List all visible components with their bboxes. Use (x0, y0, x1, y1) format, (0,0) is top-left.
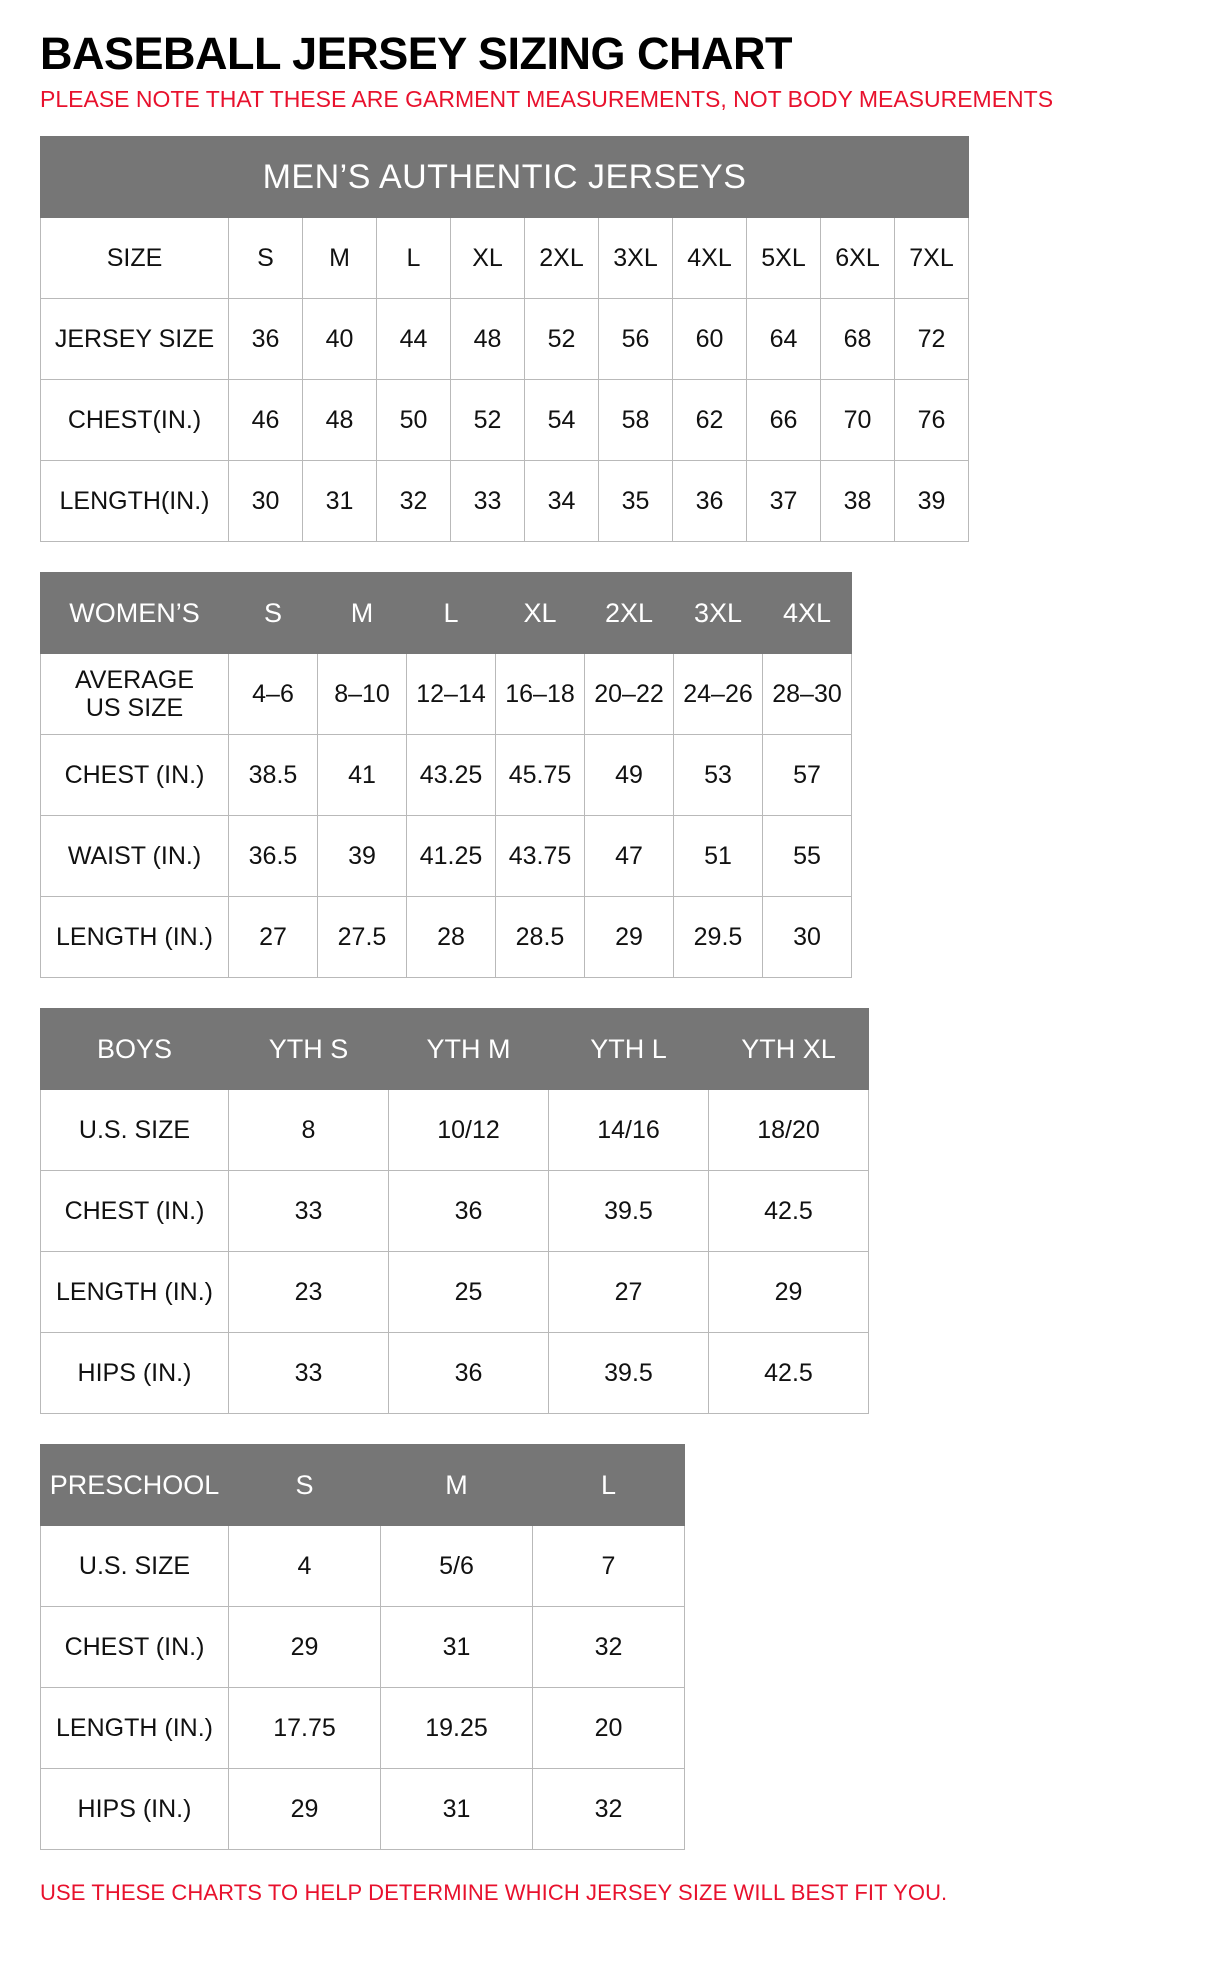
cell: 47 (585, 816, 674, 897)
cell: 44 (377, 299, 451, 380)
cell: 64 (747, 299, 821, 380)
col-size-yth-l: YTH L (549, 1009, 709, 1090)
cell: 32 (377, 461, 451, 542)
row-label-us-size: U.S. SIZE (41, 1090, 229, 1171)
cell: 38.5 (229, 735, 318, 816)
cell: 43.75 (496, 816, 585, 897)
cell: 40 (303, 299, 377, 380)
col-size-7xl: 7XL (895, 218, 969, 299)
row-label-line1: AVERAGE (74, 665, 195, 694)
womens-label: WOMEN’S (41, 573, 229, 654)
col-size-xl: XL (496, 573, 585, 654)
cell: 36 (673, 461, 747, 542)
cell: 4–6 (229, 654, 318, 735)
cell: 10/12 (389, 1090, 549, 1171)
col-size-6xl: 6XL (821, 218, 895, 299)
cell: 52 (451, 380, 525, 461)
cell: 76 (895, 380, 969, 461)
col-size-l: L (533, 1445, 685, 1526)
col-size-xl: XL (451, 218, 525, 299)
row-label-chest: CHEST (IN.) (41, 1607, 229, 1688)
cell: 25 (389, 1252, 549, 1333)
cell: 38 (821, 461, 895, 542)
cell: 32 (533, 1607, 685, 1688)
cell: 36 (389, 1171, 549, 1252)
cell: 31 (381, 1607, 533, 1688)
table-row (41, 1769, 685, 1850)
col-size-yth-s: YTH S (229, 1009, 389, 1090)
cell: 32 (533, 1769, 685, 1850)
row-label-length: LENGTH (IN.) (41, 897, 229, 978)
cell: 27.5 (318, 897, 407, 978)
cell: 24–26 (674, 654, 763, 735)
cell: 33 (451, 461, 525, 542)
cell: 39 (895, 461, 969, 542)
cell: 31 (381, 1769, 533, 1850)
cell: 62 (673, 380, 747, 461)
row-label-line2: US SIZE (85, 694, 184, 723)
table-row-header (41, 1445, 685, 1526)
table-row (41, 1526, 685, 1607)
cell: 28 (407, 897, 496, 978)
cell: 46 (229, 380, 303, 461)
footer-note: USE THESE CHARTS TO HELP DETERMINE WHICH JERSEY SIZE WILL BEST FIT YOU. (40, 1880, 948, 1906)
row-label-length: LENGTH (IN.) (41, 1252, 229, 1333)
cell: 29 (585, 897, 674, 978)
row-label-waist: WAIST (IN.) (41, 816, 229, 897)
table-row-header (41, 573, 852, 654)
row-label-hips: HIPS (IN.) (41, 1769, 229, 1850)
cell: 52 (525, 299, 599, 380)
cell: 48 (303, 380, 377, 461)
table-row (41, 816, 852, 897)
cell: 20–22 (585, 654, 674, 735)
cell: 29 (709, 1252, 869, 1333)
cell: 28.5 (496, 897, 585, 978)
table-row (41, 1171, 869, 1252)
cell: 5/6 (381, 1526, 533, 1607)
cell: 27 (229, 897, 318, 978)
cell: 4 (229, 1526, 381, 1607)
col-size-s: S (229, 573, 318, 654)
cell: 42.5 (709, 1333, 869, 1414)
col-size-5xl: 5XL (747, 218, 821, 299)
cell: 18/20 (709, 1090, 869, 1171)
col-size-s: S (229, 218, 303, 299)
cell: 36 (389, 1333, 549, 1414)
col-size-3xl: 3XL (674, 573, 763, 654)
cell: 34 (525, 461, 599, 542)
row-label-size: SIZE (41, 218, 229, 299)
table-row (41, 735, 852, 816)
womens-sizing-table (40, 572, 852, 978)
cell: 20 (533, 1688, 685, 1769)
cell: 16–18 (496, 654, 585, 735)
cell: 29.5 (674, 897, 763, 978)
col-size-m: M (381, 1445, 533, 1526)
cell: 42.5 (709, 1171, 869, 1252)
cell: 31 (303, 461, 377, 542)
cell: 37 (747, 461, 821, 542)
cell: 17.75 (229, 1688, 381, 1769)
row-label-chest: CHEST (IN.) (41, 1171, 229, 1252)
cell: 30 (763, 897, 852, 978)
cell: 45.75 (496, 735, 585, 816)
row-label-length: LENGTH (IN.) (41, 1688, 229, 1769)
cell: 33 (229, 1333, 389, 1414)
col-size-yth-xl: YTH XL (709, 1009, 869, 1090)
col-size-m: M (318, 573, 407, 654)
measurement-note: PLEASE NOTE THAT THESE ARE GARMENT MEASUREMENTS, NOT BODY MEASUREMENTS (40, 85, 1054, 112)
row-label-jersey-size: JERSEY SIZE (41, 299, 229, 380)
cell: 58 (599, 380, 673, 461)
cell: 50 (377, 380, 451, 461)
cell: 56 (599, 299, 673, 380)
cell: 41 (318, 735, 407, 816)
cell: 19.25 (381, 1688, 533, 1769)
cell: 48 (451, 299, 525, 380)
cell: 7 (533, 1526, 685, 1607)
table-row (41, 461, 969, 542)
cell: 29 (229, 1769, 381, 1850)
row-label-hips: HIPS (IN.) (41, 1333, 229, 1414)
row-label-chest: CHEST(IN.) (41, 380, 229, 461)
cell: 36.5 (229, 816, 318, 897)
cell: 12–14 (407, 654, 496, 735)
cell: 29 (229, 1607, 381, 1688)
cell: 51 (674, 816, 763, 897)
cell: 41.25 (407, 816, 496, 897)
cell: 72 (895, 299, 969, 380)
table-row-header (41, 218, 969, 299)
row-label-average-us-size (41, 654, 229, 735)
cell: 39.5 (549, 1171, 709, 1252)
table-row (41, 1688, 685, 1769)
cell: 27 (549, 1252, 709, 1333)
cell: 43.25 (407, 735, 496, 816)
preschool-label: PRESCHOOL (41, 1445, 229, 1526)
cell: 8 (229, 1090, 389, 1171)
table-row (41, 1607, 685, 1688)
col-size-2xl: 2XL (585, 573, 674, 654)
cell: 14/16 (549, 1090, 709, 1171)
row-label-us-size: U.S. SIZE (41, 1526, 229, 1607)
cell: 54 (525, 380, 599, 461)
page-title: BASEBALL JERSEY SIZING CHART (40, 28, 792, 79)
cell: 23 (229, 1252, 389, 1333)
row-label-chest: CHEST (IN.) (41, 735, 229, 816)
cell: 60 (673, 299, 747, 380)
col-size-m: M (303, 218, 377, 299)
col-size-l: L (407, 573, 496, 654)
cell: 53 (674, 735, 763, 816)
cell: 33 (229, 1171, 389, 1252)
cell: 39.5 (549, 1333, 709, 1414)
col-size-2xl: 2XL (525, 218, 599, 299)
boys-sizing-table (40, 1008, 869, 1414)
table-row (41, 1252, 869, 1333)
table-row (41, 380, 969, 461)
table-row (41, 1333, 869, 1414)
mens-sizing-table (40, 136, 969, 542)
cell: 57 (763, 735, 852, 816)
cell: 70 (821, 380, 895, 461)
cell: 39 (318, 816, 407, 897)
cell: 8–10 (318, 654, 407, 735)
table-row (41, 654, 852, 735)
cell: 66 (747, 380, 821, 461)
col-size-4xl: 4XL (763, 573, 852, 654)
boys-label: BOYS (41, 1009, 229, 1090)
table-row (41, 1090, 869, 1171)
col-size-4xl: 4XL (673, 218, 747, 299)
table-row (41, 897, 852, 978)
cell: 36 (229, 299, 303, 380)
col-size-yth-m: YTH M (389, 1009, 549, 1090)
table-row-header (41, 1009, 869, 1090)
preschool-sizing-table (40, 1444, 685, 1850)
row-label-length: LENGTH(IN.) (41, 461, 229, 542)
cell: 35 (599, 461, 673, 542)
col-size-s: S (229, 1445, 381, 1526)
cell: 28–30 (763, 654, 852, 735)
mens-banner: MEN’S AUTHENTIC JERSEYS (41, 137, 969, 218)
col-size-l: L (377, 218, 451, 299)
col-size-3xl: 3XL (599, 218, 673, 299)
cell: 49 (585, 735, 674, 816)
table-row (41, 299, 969, 380)
cell: 55 (763, 816, 852, 897)
cell: 68 (821, 299, 895, 380)
cell: 30 (229, 461, 303, 542)
table-row-banner (41, 137, 969, 218)
